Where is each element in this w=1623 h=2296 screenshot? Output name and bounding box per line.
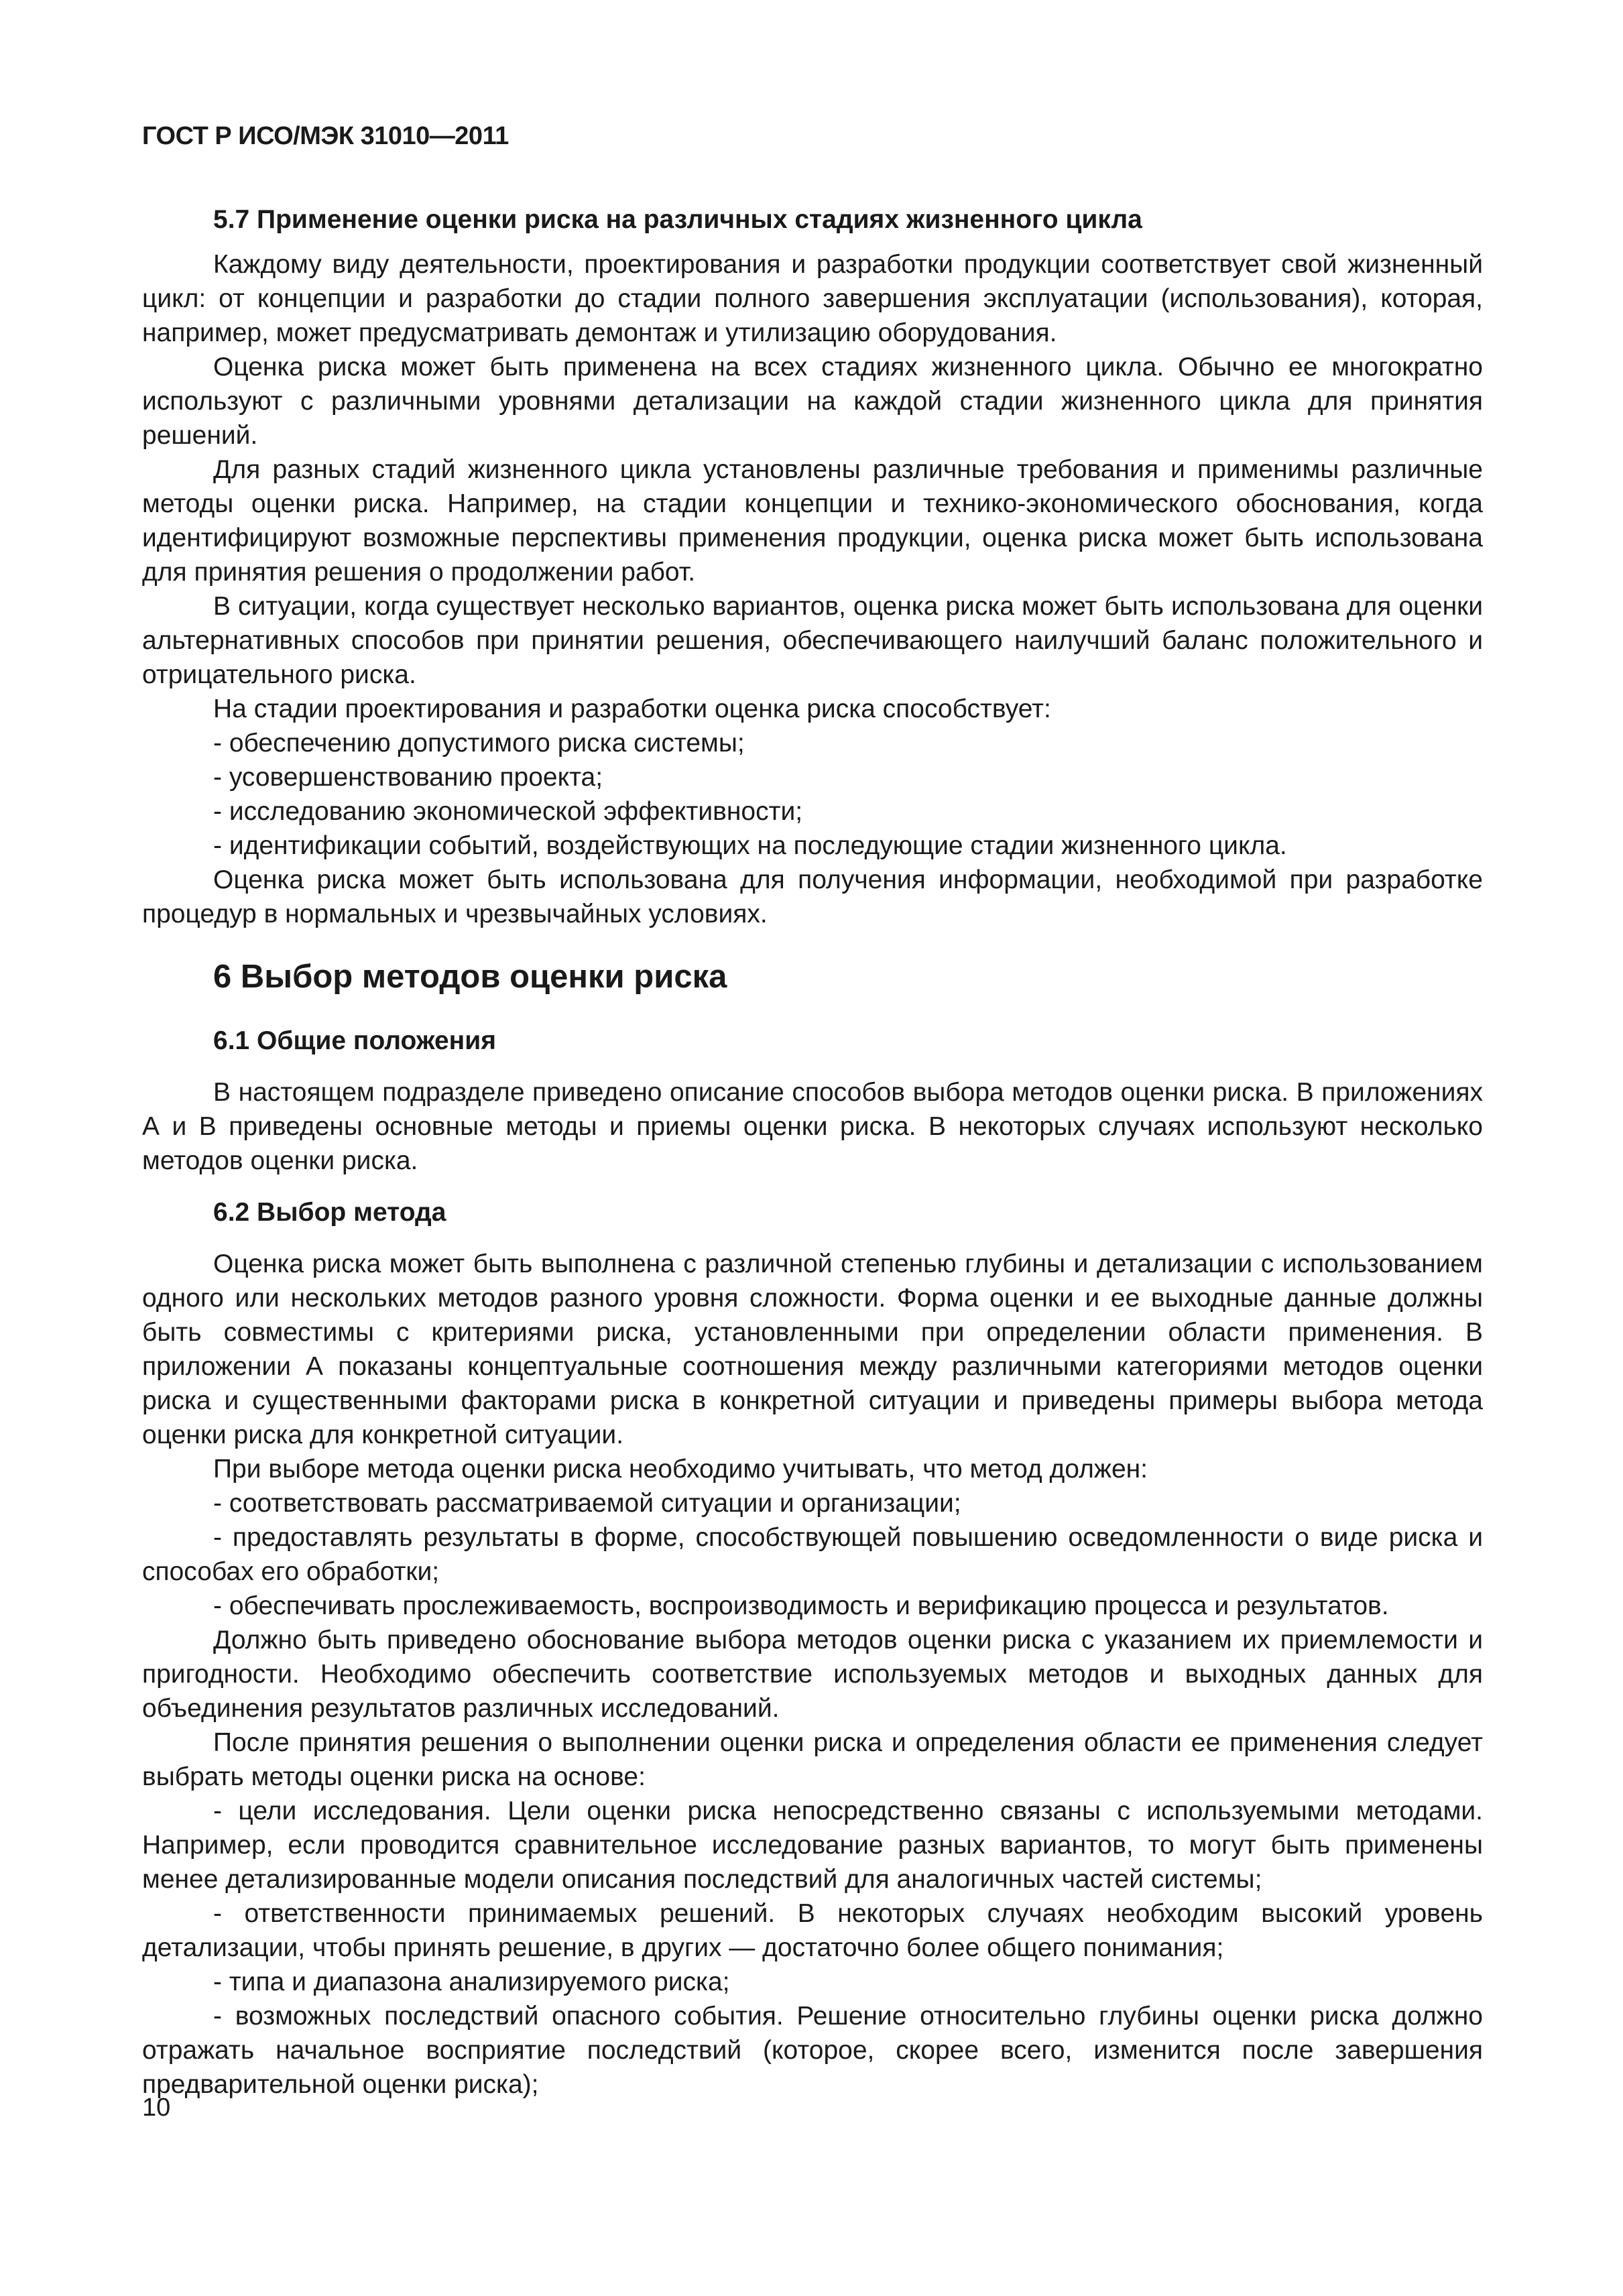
paragraph: В настоящем подразделе приведено описание способов выбора методов оценки риска. В приложениях А и В приведены основные методы и приемы оценки риска. В некоторых случаях используют несколько методов оценки риска. — [142, 1078, 1483, 1175]
list-item: - обеспечению допустимого риска системы; — [213, 729, 745, 758]
paragraph: Оценка риска может быть выполнена с различной степенью глубины и детализации с использованием одного или нескольких методов разного уровня сложности. Форма оценки и ее выходные данные должны быть совместимы с критериями риска, установленными при определении области применения. В приложении А показаны концептуальные соотношения между различными категориями методов оценки риска и существенными факторами риска в конкретной ситуации и приведены примеры выбора метода оценки риска для конкретной ситуации. — [142, 1250, 1483, 1449]
section-6-title: 6 Выбор методов оценки риска — [213, 959, 727, 995]
page-content — [142, 202, 1483, 2102]
list-item: - идентификации событий, воздействующих на последующие стадии жизненного цикла. — [213, 831, 1287, 860]
list-item: - соответствовать рассматриваемой ситуации и организации; — [213, 1489, 961, 1518]
section-6-2-title: 6.2 Выбор метода — [213, 1198, 446, 1227]
standard-header: ГОСТ Р ИСО/МЭК 31010—2011 — [142, 122, 509, 150]
list-item: - усовершенствованию проекта; — [213, 763, 603, 792]
list-item: - типа и диапазона анализируемого риска; — [213, 1968, 730, 1996]
paragraph: После принятия решения о выполнении оценки риска и определения области ее применения следует выбрать методы оценки риска на основе: — [142, 1728, 1483, 1791]
list-item: - обеспечивать прослеживаемость, воспроизводимость и верификацию процесса и результатов. — [213, 1591, 1389, 1620]
paragraph: Оценка риска может быть использована для получения информации, необходимой при разработке процедур в нормальных и чрезвычайных условиях. — [142, 865, 1483, 928]
section-5-7-title: 5.7 Применение оценки риска на различных стадиях жизненного цикла — [213, 205, 1142, 234]
list-item: - предоставлять результаты в форме, способствующей повышению осведомленности о виде риска и способах его обработки; — [142, 1523, 1483, 1586]
list-item: - исследованию экономической эффективности; — [213, 797, 803, 826]
paragraph: На стадии проектирования и разработки оценка риска способствует: — [213, 694, 1051, 723]
paragraph: Каждому виду деятельности, проектирования и разработки продукции соответствует свой жизненный цикл: от концепции и разработки до стадии полного завершения эксплуатации (использования), которая, например, может предусматривать демонтаж и утилизацию оборудования. — [142, 250, 1483, 347]
section-6-1-title: 6.1 Общие положения — [213, 1026, 496, 1055]
paragraph: Оценка риска может быть применена на всех стадиях жизненного цикла. Обычно ее многократно используют с различными уровнями детализации на каждой стадии жизненного цикла для принятия решений. — [142, 353, 1483, 450]
page-number: 10 — [142, 2094, 171, 2122]
list-item: - цели исследования. Цели оценки риска непосредственно связаны с используемыми методами. Например, если проводится сравнительное исследование разных вариантов, то могут быть применены менее детализированные модели описания последствий для аналогичных частей системы; — [142, 1797, 1483, 1894]
list-item: - возможных последствий опасного события. Решение относительно глубины оценки риска должно отражать начальное восприятие последствий (которое, скорее всего, изменится после завершения предварительной оценки риска); — [142, 2002, 1483, 2099]
list-item: - ответственности принимаемых решений. В некоторых случаях необходим высокий уровень детализации, чтобы принять решение, в других — достаточно более общего понимания; — [142, 1899, 1483, 1962]
paragraph: В ситуации, когда существует несколько вариантов, оценка риска может быть использована для оценки альтернативных способов при принятии решения, обеспечивающего наилучший баланс положительного и отрицательного риска. — [142, 592, 1483, 689]
paragraph: При выборе метода оценки риска необходимо учитывать, что метод должен: — [213, 1455, 1148, 1484]
paragraph: Для разных стадий жизненного цикла установлены различные требования и применимы различные методы оценки риска. Например, на стадии концепции и технико-экономического обоснования, когда идентифицируют возможные перспективы применения продукции, оценка риска может быть использована для принятия решения о продолжении работ. — [142, 455, 1483, 587]
paragraph: Должно быть приведено обоснование выбора методов оценки риска с указанием их приемлемости и пригодности. Необходимо обеспечить соответствие используемых методов и выходных данных для объединения результатов различных исследований. — [142, 1626, 1483, 1723]
